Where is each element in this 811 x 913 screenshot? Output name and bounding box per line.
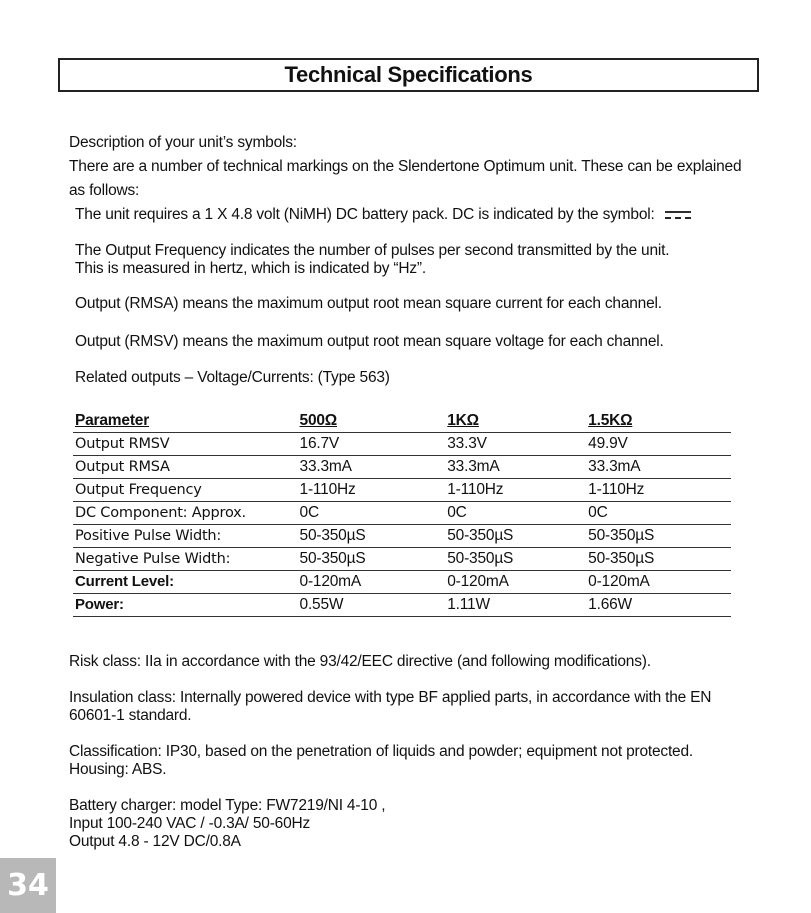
title-box xyxy=(58,58,759,92)
related-outputs: Related outputs – Voltage/Currents: (Type 563) xyxy=(75,369,390,386)
battery-note: The unit requires a 1 X 4.8 volt (NiMH) DC battery pack. DC is indicated by the symbol: xyxy=(75,206,655,223)
table-row xyxy=(73,502,731,525)
param-cell: Positive Pulse Width: xyxy=(73,525,298,548)
spec-table xyxy=(73,410,731,617)
insulation-line-2: 60601-1 standard. xyxy=(69,707,192,724)
value-cell: 33.3V xyxy=(445,433,586,456)
table-row xyxy=(73,571,731,594)
value-cell: 1.66W xyxy=(586,594,731,617)
header-1k-ohm: 1KΩ xyxy=(445,410,586,433)
table-row xyxy=(73,594,731,617)
header-parameter: Parameter xyxy=(73,410,298,433)
classification-line-1: Classification: IP30, based on the penetration of liquids and powder; equipment not protected. xyxy=(69,743,694,760)
charger-line-2: Input 100-240 VAC / -0.3A/ 50-60Hz xyxy=(69,815,311,832)
charger-line-1: Battery charger: model Type: FW7219/NI 4-10 , xyxy=(69,797,386,814)
intro-line-3: as follows: xyxy=(69,182,140,199)
header-1-5k-ohm: 1.5KΩ xyxy=(586,410,731,433)
value-cell: 16.7V xyxy=(298,433,446,456)
charger-line-3: Output 4.8 - 12V DC/0.8A xyxy=(69,833,241,850)
table-row xyxy=(73,548,731,571)
insulation-line-1: Insulation class: Internally powered device with type BF applied parts, in accordance with the EN xyxy=(69,689,712,706)
page-number: 34 xyxy=(0,858,56,913)
param-cell: Power: xyxy=(73,594,298,617)
page-title: Technical Specifications xyxy=(284,62,533,87)
value-cell: 1-110Hz xyxy=(586,479,731,502)
intro-line-2: There are a number of technical markings on the Slendertone Optimum unit. These can be explained xyxy=(69,158,742,175)
table-row xyxy=(73,456,731,479)
param-cell: Output Frequency xyxy=(73,479,298,502)
risk-class: Risk class: IIa in accordance with the 93/42/EEC directive (and following modifications). xyxy=(69,653,651,670)
value-cell: 33.3mA xyxy=(298,456,446,479)
frequency-note-line-1: The Output Frequency indicates the number of pulses per second transmitted by the unit. xyxy=(75,242,670,259)
value-cell: 50-350µS xyxy=(298,548,446,571)
value-cell: 50-350µS xyxy=(445,548,586,571)
param-cell: DC Component: Approx. xyxy=(73,502,298,525)
header-500-ohm: 500Ω xyxy=(298,410,446,433)
param-cell: Output RMSV xyxy=(73,433,298,456)
rmsv-note: Output (RMSV) means the maximum output root mean square voltage for each channel. xyxy=(75,333,664,350)
param-cell: Negative Pulse Width: xyxy=(73,548,298,571)
value-cell: 0.55W xyxy=(298,594,446,617)
value-cell: 50-350µS xyxy=(586,525,731,548)
value-cell: 49.9V xyxy=(586,433,731,456)
value-cell: 1-110Hz xyxy=(445,479,586,502)
value-cell: 1-110Hz xyxy=(298,479,446,502)
value-cell: 0C xyxy=(298,502,446,525)
value-cell: 33.3mA xyxy=(445,456,586,479)
frequency-note-line-2: This is measured in hertz, which is indicated by “Hz”. xyxy=(75,260,426,277)
table-row xyxy=(73,479,731,502)
value-cell: 50-350µS xyxy=(445,525,586,548)
param-cell: Current Level: xyxy=(73,571,298,594)
value-cell: 0C xyxy=(445,502,586,525)
spec-table-header xyxy=(73,410,731,433)
value-cell: 0C xyxy=(586,502,731,525)
battery-note-row xyxy=(75,203,691,227)
rmsa-note: Output (RMSA) means the maximum output root mean square current for each channel. xyxy=(75,295,662,312)
table-row xyxy=(73,433,731,456)
value-cell: 0-120mA xyxy=(445,571,586,594)
value-cell: 1.11W xyxy=(445,594,586,617)
value-cell: 33.3mA xyxy=(586,456,731,479)
param-cell: Output RMSA xyxy=(73,456,298,479)
classification-line-2: Housing: ABS. xyxy=(69,761,167,778)
table-row xyxy=(73,525,731,548)
value-cell: 0-120mA xyxy=(298,571,446,594)
intro-line-1: Description of your unit’s symbols: xyxy=(69,134,297,151)
dc-symbol-icon xyxy=(665,209,691,221)
value-cell: 50-350µS xyxy=(586,548,731,571)
value-cell: 50-350µS xyxy=(298,525,446,548)
value-cell: 0-120mA xyxy=(586,571,731,594)
